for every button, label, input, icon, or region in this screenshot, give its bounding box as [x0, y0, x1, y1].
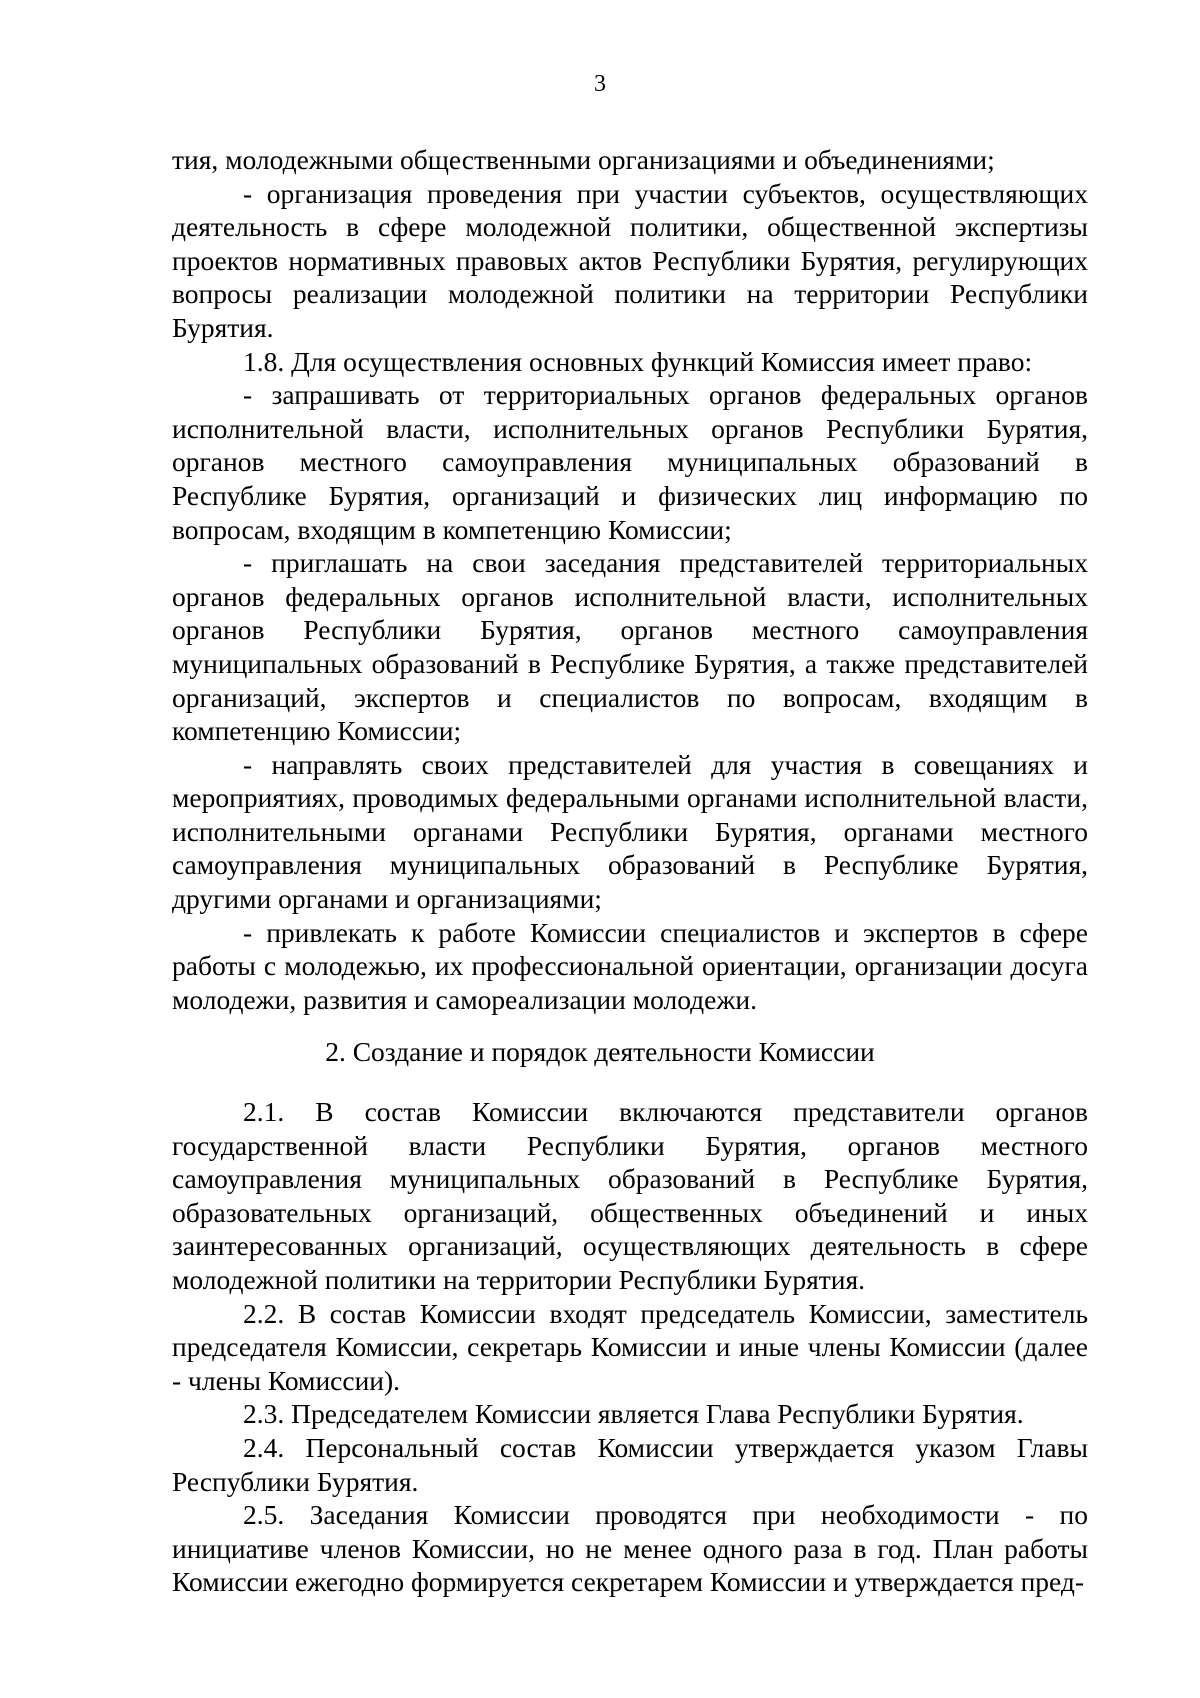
paragraph: - запрашивать от территориальных органов федеральных органов исполнительной власти, исполнительных органов Республики Бурятия, органов местного самоуправления муниципальных образований в Республике Бурятия, организаций и физических лиц информацию по вопросам, входящим в компетенцию Комиссии; — [172, 379, 1088, 545]
paragraph: 2.3. Председателем Комиссии является Глава Республики Бурятия. — [243, 1398, 1024, 1430]
paragraph: 2.5. Заседания Комиссии проводятся при необходимости - по инициативе членов Комиссии, но не менее одного раза в год. План работы Комиссии ежегодно формируется секретарем Комиссии и утверждается пред- — [172, 1499, 1088, 1598]
paragraph: - приглашать на свои заседания представителей территориальных органов федеральных органов исполнительной власти, исполнительных органов Республики Бурятия, органов местного самоуправления муниципальных образований в Республике Бурятия, а также представителей организаций, экспертов и специалистов по вопросам, входящим в компетенцию Комиссии; — [172, 547, 1088, 747]
page-number: 3 — [594, 71, 606, 97]
paragraph: 2.2. В состав Комиссии входят председатель Комиссии, заместитель председателя Комиссии, секретарь Комиссии и иные члены Комиссии (далее - члены Комиссии). — [172, 1297, 1088, 1396]
top-text-block — [172, 143, 1088, 1016]
paragraph: 2.1. В состав Комиссии включаются представители органов государственной власти Республики Бурятия, органов местного самоуправления муниципальных образований в Республике Бурятия, образовательных организаций, общественных объединений и иных заинтересованных организаций, осуществляющих деятельность в сфере молодежной политики на территории Республики Бурятия. — [172, 1096, 1088, 1295]
paragraph: - привлекать к работе Комиссии специалистов и экспертов в сфере работы с молодежью, их профессиональной ориентации, организации досуга молодежи, развития и самореализации молодежи. — [172, 916, 1088, 1015]
paragraph: тия, молодежными общественными организациями и объединениями; — [172, 144, 995, 175]
paragraph: 1.8. Для осуществления основных функций Комиссия имеет право: — [243, 345, 1033, 377]
paragraph: 2.4. Персональный состав Комиссии утверждается указом Главы Республики Бурятия. — [172, 1431, 1088, 1497]
section-heading: 2. Создание и порядок деятельности Комиссии — [325, 1036, 875, 1067]
paragraph: - направлять своих представителей для участия в совещаниях и мероприятиях, проводимых федеральными органами исполнительной власти, исполнительными органами Республики Бурятия, органами местного самоуправления муниципальных образований в Республике Бурятия, другими органами и организациями; — [172, 748, 1088, 915]
bottom-text-block — [172, 1095, 1088, 1599]
paragraph: - организация проведения при участии субъектов, осуществляющих деятельность в сфере молодежной политики, общественной экспертизы проектов нормативных правовых актов Республики Бурятия, регулирующих вопросы реализации молодежной политики на территории Республики Бурятия. — [172, 177, 1088, 343]
